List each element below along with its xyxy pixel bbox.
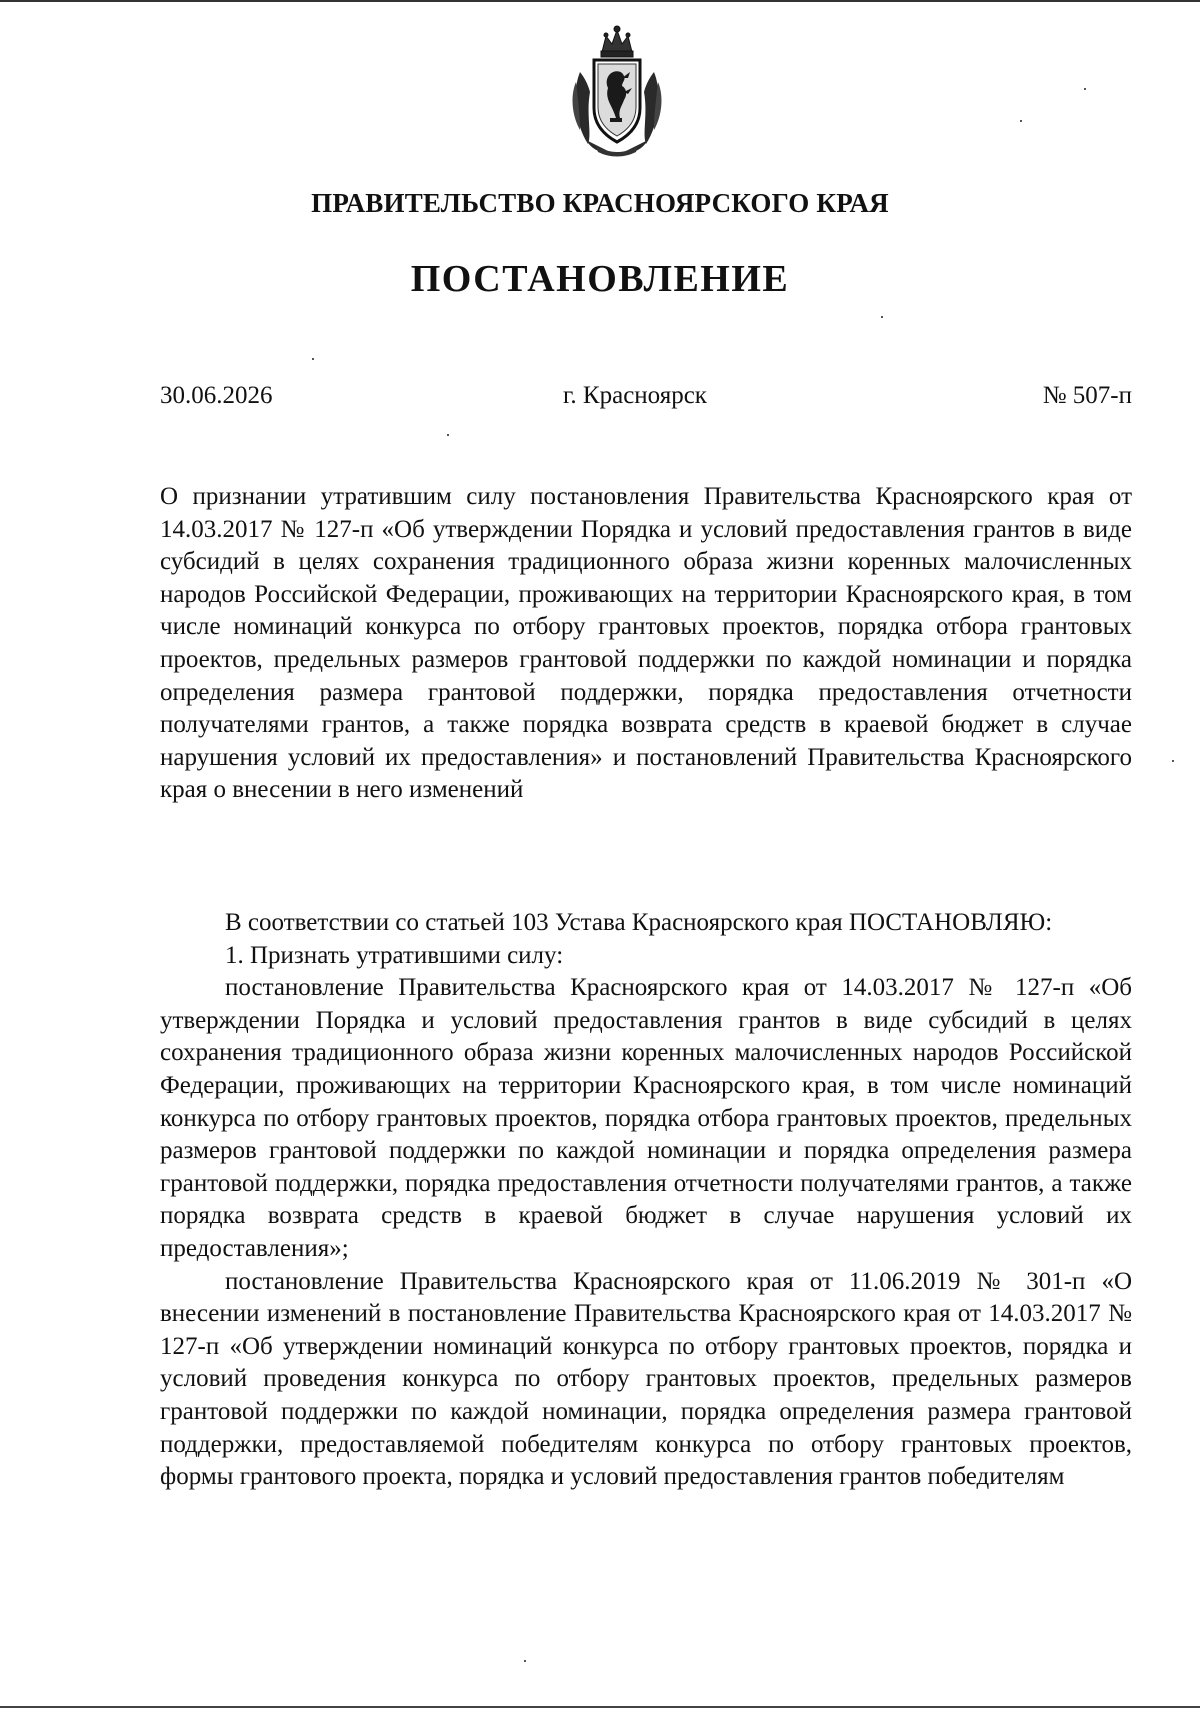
document-date: 30.06.2026 [160, 382, 273, 409]
revoked-decree-2-paragraph: постановление Правительства Красноярского края от 11.06.2019 № 301-п «О внесении изменений в постановление Правительства Красноярского края от 14.03.2017 № 127-п «Об утверждении номинаций конкурса по отбору грантовых проектов, порядка и условий проведения конкурса по отбору грантовых проектов, предельных размеров грантовой поддержки по каждой номинации, порядка определения размера грантовой поддержки, предоставляемой победителям конкурса по отбору грантовых проектов, формы грантового проекта, порядка и условий предоставления грантов победителям [160, 1267, 1132, 1491]
scan-speck [1172, 760, 1174, 762]
preamble-paragraph: В соответствии со статьей 103 Устава Красноярского края ПОСТАНОВЛЯЮ: [225, 909, 1053, 936]
scan-speck [447, 434, 449, 436]
scan-speck [881, 316, 883, 318]
scan-edge-top [0, 0, 1200, 2]
revoked-decree-1-paragraph: постановление Правительства Красноярского края от 14.03.2017 № 127-п «Об утверждении Порядка и условий предоставления грантов в виде субсидий в целях сохранения традиционного образа жизни коренных малочисленных народов Российской Федерации, проживающих на территории Красноярского края, в том числе номинаций конкурса по отбору грантовых проектов, порядка отбора грантовых проектов, предельных размеров грантовой поддержки по каждой номинации и порядка определения размера грантовой поддержки, порядка предоставления отчетности получателями грантов, а также порядка возврата средств в краевой бюджет в случае нарушения условий их предоставления»; [160, 974, 1132, 1262]
scan-speck [524, 1660, 526, 1662]
document-body [160, 907, 1132, 1494]
item-1-paragraph: 1. Признать утратившими силу: [225, 941, 564, 969]
document-type-title: ПОСТАНОВЛЕНИЕ [410, 258, 790, 300]
scan-speck [1084, 88, 1086, 90]
scan-speck [1020, 120, 1022, 122]
scan-speck [312, 358, 314, 360]
krasnoyarsk-coat-of-arms-icon [566, 22, 668, 162]
document-city: г. Красноярск [563, 382, 707, 409]
document-number: № 507-п [1042, 382, 1132, 409]
document-subject: О признании утратившим силу постановления Правительства Красноярского края от 14.03.2017 № 127-п «Об утверждении Порядка и условий предоставления грантов в виде субсидий в целях сохранения традиционного образа жизни коренных малочисленных народов Российской Федерации, проживающих на территории Красноярского края, в том числе номинаций конкурса по отбору грантовых проектов, порядка отбора грантовых проектов, предельных размеров грантовой поддержки по каждой номинации и порядка определения размера грантовой поддержки, порядка предоставления отчетности получателями грантов, а также порядка возврата средств в краевой бюджет в случае нарушения условий их предоставления» и постановлений Правительства Красноярского края о внесении в него изменений [160, 483, 1132, 804]
organization-title: ПРАВИТЕЛЬСТВО КРАСНОЯРСКОГО КРАЯ [311, 188, 889, 218]
document-meta-row [160, 382, 1132, 418]
scan-edge-bottom [0, 1706, 1200, 1708]
